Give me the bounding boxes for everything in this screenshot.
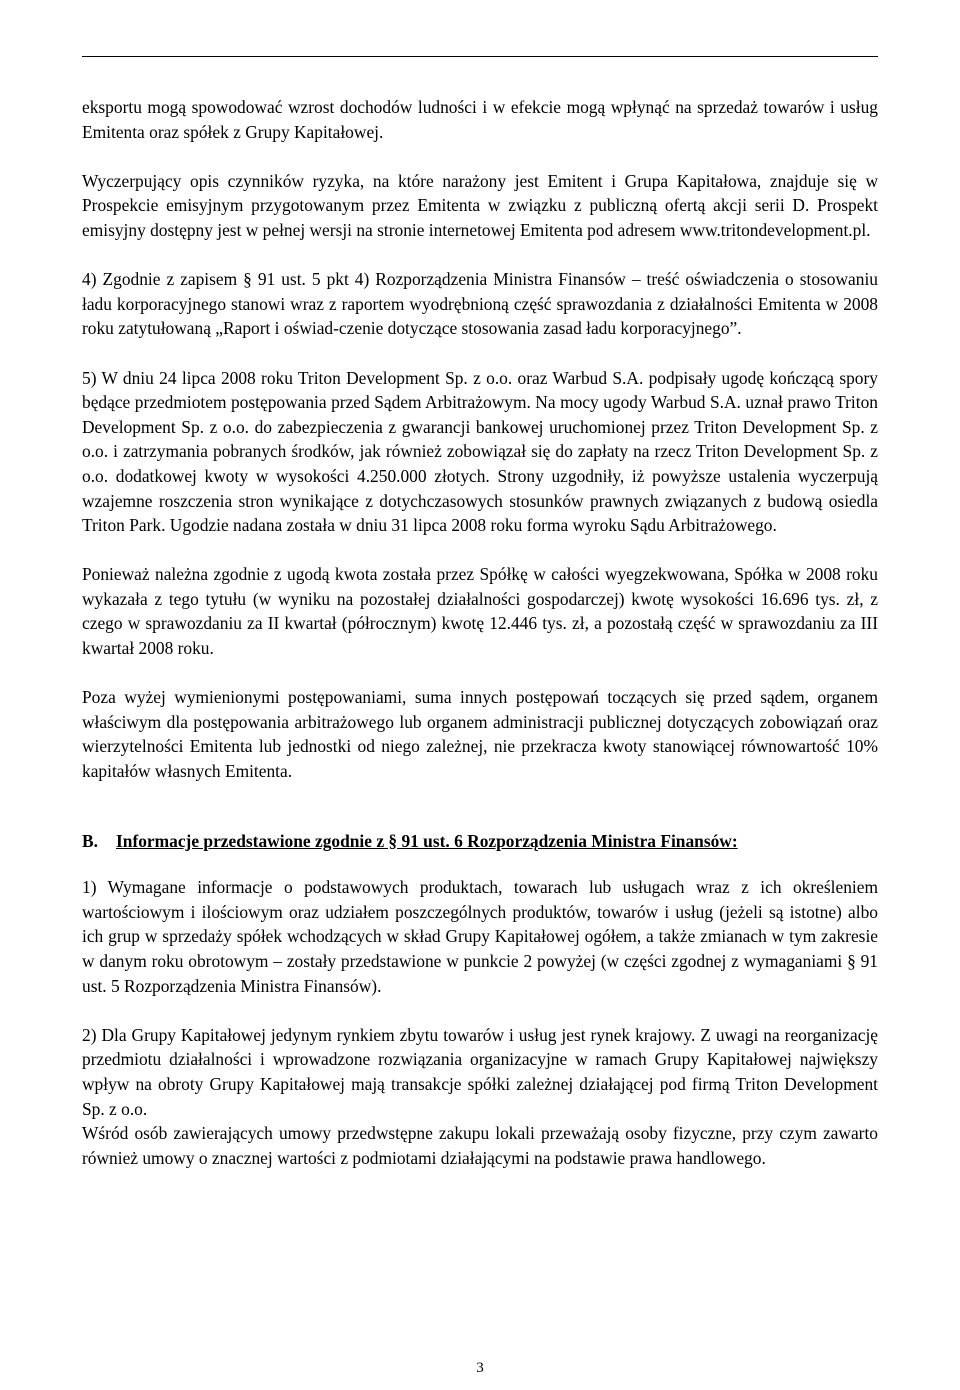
- paragraph-b-item-2-continued: Wśród osób zawierających umowy przedwstępne zakupu lokali przeważają osoby fizyczne, przy czym zawarto również umowy o znacznej wartości z podmiotami działającymi na podstawie prawa handlowego.: [82, 1123, 878, 1168]
- item-5-label: 5): [82, 367, 97, 388]
- section-b-title: Informacje przedstawione zgodnie z § 91 ust. 6 Rozporządzenia Ministra Finansów:: [116, 830, 738, 851]
- header-company: Grupa Kapitałowa Triton Development S.A.: [343, 13, 617, 30]
- running-header: [0, 12, 960, 52]
- paragraph-item-4: [82, 267, 878, 341]
- paragraph-export: eksportu mogą spowodować wzrost dochodów ludności i w efekcie mogą wpłynąć na sprzedaż towarów i usług Emitenta oraz spółek z Grupy Kapitałowej.: [82, 97, 878, 142]
- paragraph-other-proceedings: Poza wyżej wymienionymi postępowaniami, suma innych postępowań toczących się przed sądem, organem właściwym dla postępowania arbitrażowego lub organem administracji publicznej dotyczących zobowiązań oraz wierzytelności Emitenta lub jednostki od niego zależnej, nie przekracza kwoty stanowiącej równowartość 10% kapitałów własnych Emitenta.: [82, 687, 878, 782]
- header-report-title: Sprawozdanie Zarządu z działalności Grupy Kapitałowej w 2008 roku: [261, 33, 699, 50]
- section-b-heading: [82, 829, 878, 854]
- page-number: 3: [476, 1360, 484, 1376]
- b-item-2-label: 2): [82, 1024, 97, 1045]
- section-b-letter: B.: [82, 830, 98, 851]
- paragraph-b-item-2: [82, 1023, 878, 1121]
- paragraph-settlement: Ponieważ należna zgodnie z ugodą kwota została przez Spółkę w całości wyegzekwowana, Spółka w 2008 roku wykazała z tego tytułu (w wyniku na pozostałej działalności gospodarczej) kwotę wysokości 16.696 tys. zł, z czego w sprawozdaniu za II kwartał (półrocznym) kwotę 12.446 tys. zł, a pozostałą część w sprawozdaniu za III kwartał 2008 roku.: [82, 564, 878, 659]
- b-item-1-label: 1): [82, 877, 97, 898]
- b-item-2-text: Dla Grupy Kapitałowej jedynym rynkiem zbytu towarów i usług jest rynek krajowy. Z uwagi na reorganizację przedmiotu działalności i wprowadzone rozwiązania organizacyjne w ramach Grupy Kapitałowej największy wpływ na obroty Grupy Kapitałowej mają transakcje spółki zależnej działającej pod firmą Triton Development Sp. z o.o.: [82, 1024, 878, 1119]
- paragraph-b-item-1: [82, 875, 878, 998]
- paragraph-risk-factors: Wyczerpujący opis czynników ryzyka, na które narażony jest Emitent i Grupa Kapitałowa, znajduje się w Prospekcie emisyjnym przygotowanym przez Emitenta w związku z publiczną ofertą akcji serii D. Prospekt emisyjny dostępny jest w pełnej wersji na stronie internetowej Emitenta pod adresem www.tritondevelopment.pl.: [82, 170, 878, 240]
- paragraph-item-5: [82, 366, 878, 538]
- document-body: [82, 95, 878, 1195]
- item-4-text: Zgodnie z zapisem § 91 ust. 5 pkt 4) Rozporządzenia Ministra Finansów – treść oświadczenia o stosowaniu ładu korporacyjnego stanowi wraz z raportem wyodrębnioną część sprawozdania z działalności Emitenta w 2008 roku zatytułowaną „Raport i oświad-czenie dotyczące stosowania zasad ładu korporacyjnego”.: [82, 269, 878, 339]
- item-4-label: 4): [82, 269, 97, 290]
- b-item-1-text: Wymagane informacje o podstawowych produktach, towarach lub usługach wraz z ich określeniem wartościowym i ilościowym oraz udziałem poszczególnych produktów, towarów i usług (jeżeli są istotne) albo ich grup w sprzedaży spółek wchodzących w skład Grupy Kapitałowej ogółem, a także zmianach w tym zakresie w danym roku obrotowym – zostały przedstawione w punkcie 2 powyżej (w części zgodnej z wymaganiami § 91 ust. 5 Rozporządzenia Ministra Finansów).: [82, 877, 878, 996]
- header-divider: [82, 56, 878, 57]
- item-5-text: W dniu 24 lipca 2008 roku Triton Development Sp. z o.o. oraz Warbud S.A. podpisały ugodę kończącą spory będące przedmiotem postępowania przed Sądem Arbitrażowym. Na mocy ugody Warbud S.A. uznał prawo Triton Development Sp. z o.o. do zabezpieczenia z gwarancji bankowej uruchomionej przez Triton Development Sp. z o.o. i zatrzymania pobranych środków, jak również zobowiązał się do zapłaty na rzecz Triton Development Sp. z o.o. dodatkowej kwoty w wysokości 4.250.000 złotych. Strony uzgodniły, iż powyższe ustalenia wyczerpują wzajemne roszczenia stron wynikające z dotychczasowych stosunków prawnych związanych z budową osiedla Triton Park. Ugodzie nadana została w dniu 31 lipca 2008 roku forma wyroku Sądu Arbitrażowego.: [82, 367, 878, 536]
